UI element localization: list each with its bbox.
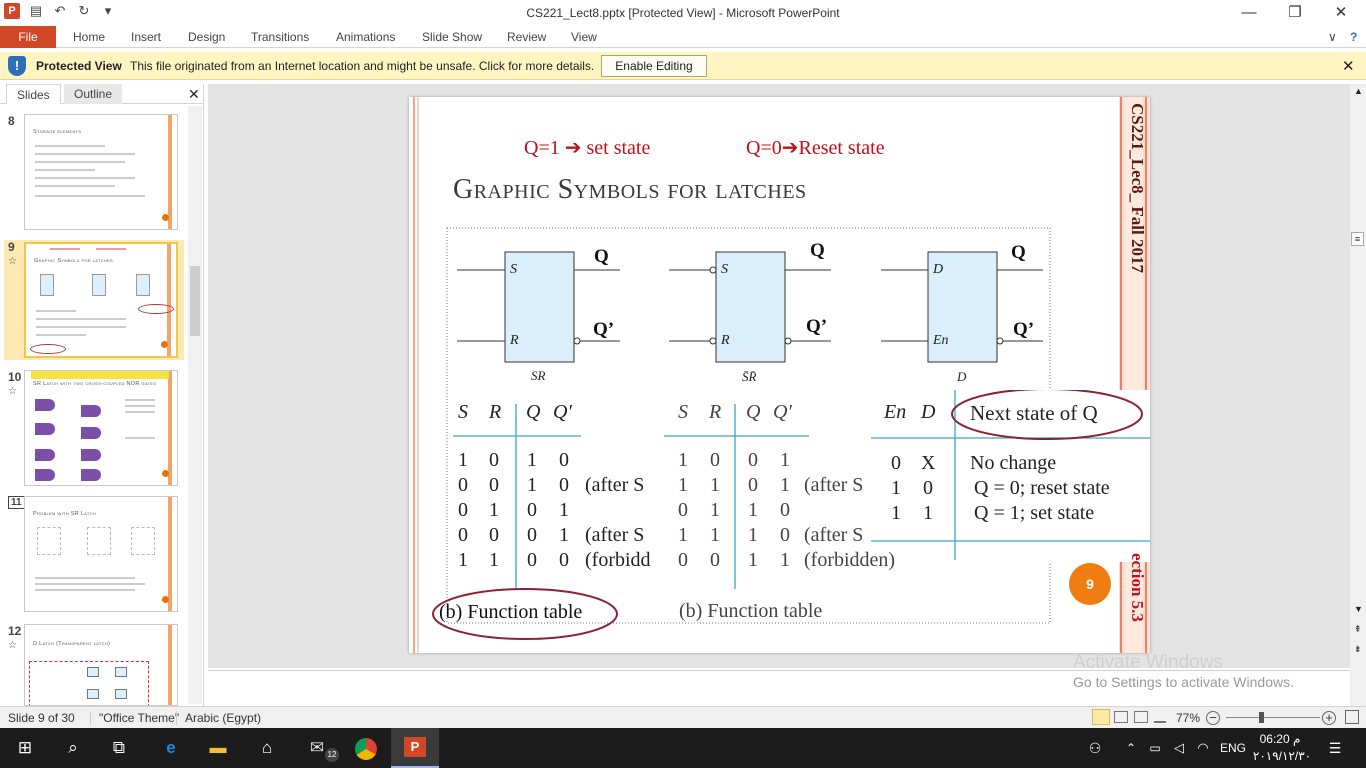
thumbnail-title: Problem with SR Latch (33, 511, 96, 517)
zoom-level[interactable]: 77% (1176, 711, 1201, 725)
latch2-qn-output: Q’ (806, 316, 828, 337)
tab-insert[interactable]: Insert (131, 30, 162, 44)
slide-number: 8 (8, 114, 15, 128)
hidden-slide-number: 11 (8, 496, 25, 509)
latch3-label: D (957, 369, 967, 384)
q1-label: Q=1 (524, 137, 560, 159)
slide-thumbnail-12[interactable] (24, 624, 178, 706)
slide-thumbnail-8[interactable] (24, 114, 178, 230)
powerpoint-taskbar-button[interactable] (391, 728, 439, 768)
activate-windows-watermark (1073, 652, 1294, 690)
slide-thumbnail-11[interactable] (24, 496, 178, 612)
file-explorer-icon[interactable]: ▬ (209, 738, 227, 757)
help-icon[interactable]: ? (1350, 30, 1358, 44)
sr-bar-latch-symbol (669, 252, 831, 362)
mail-badge: 12 (325, 748, 339, 762)
slides-pane (0, 84, 204, 706)
window-title: CS221_Lect8.pptx [Protected View] - Microsoft PowerPoint (526, 6, 840, 20)
animation-star-icon: ☆ (8, 640, 17, 651)
clock-time[interactable]: 06:20 م (1259, 732, 1301, 746)
wifi-icon[interactable]: ◠ (1197, 740, 1209, 755)
tab-slides[interactable]: Slides (6, 84, 61, 104)
slide-number: 10 (8, 370, 22, 384)
thumbnail-title: Storage elements (33, 129, 82, 135)
latch2-label: S̄R̄ (742, 369, 757, 384)
latch1-qn-output: Q’ (593, 319, 615, 340)
reset-state-note (746, 135, 885, 160)
thumbnail-title: SR Latch with two cross-coupled NOR gates (33, 381, 157, 387)
theme-name: "Office Theme" (90, 711, 179, 725)
shield-icon: ! (8, 56, 26, 76)
volume-icon[interactable]: ◁ (1174, 740, 1184, 755)
latch3-q-output: Q (1011, 242, 1026, 263)
zoom-in-icon[interactable]: + (1322, 711, 1336, 725)
q0-label: Q=0 (746, 137, 782, 159)
latch2-r-input: R (721, 333, 730, 348)
tab-transitions[interactable]: Transitions (251, 30, 310, 44)
protected-view-title: Protected View (36, 59, 122, 73)
undo-icon[interactable]: ↶ (54, 3, 66, 18)
activate-windows-message: Go to Settings to activate Windows. (1073, 674, 1294, 690)
latch3-en-input: En (933, 333, 949, 348)
slide-thumbnail-10[interactable] (24, 370, 178, 486)
restore-button[interactable]: ❐ (1288, 4, 1302, 21)
tab-outline[interactable]: Outline (64, 84, 122, 104)
reset-state-label: Reset state (798, 137, 885, 159)
slide-sorter-icon[interactable] (1114, 711, 1128, 723)
edge-icon[interactable]: e (166, 738, 176, 757)
battery-icon[interactable]: ▭ (1149, 741, 1161, 755)
caption-ellipse (427, 585, 627, 645)
arrow-icon: ➔ (564, 137, 582, 159)
save-icon[interactable]: ▤ (29, 3, 43, 18)
previous-slide-icon[interactable]: ⇞ (1354, 624, 1362, 634)
latch3-d-input: D (933, 262, 944, 277)
thumbnail-title: Graphic Symbols for latches (34, 258, 114, 264)
tab-design[interactable]: Design (188, 30, 226, 44)
section-side-label: ection 5.3 (1128, 553, 1147, 622)
activate-windows-title: Activate Windows (1073, 652, 1223, 673)
scroll-thumb[interactable]: ≡ (1351, 232, 1364, 246)
tab-slide-show[interactable]: Slide Show (422, 30, 483, 44)
language-indicator[interactable]: Arabic (Egypt) (176, 711, 261, 725)
powerpoint-icon: P (404, 737, 426, 757)
status-bar (0, 706, 1366, 728)
latch1-q-output: Q (594, 246, 609, 267)
tab-home[interactable]: Home (73, 30, 106, 44)
tab-file[interactable]: File (0, 26, 56, 48)
editor-scrollbar[interactable] (1350, 84, 1366, 706)
zoom-slider-thumb[interactable] (1259, 712, 1264, 723)
latch2-q-output: Q (810, 240, 825, 261)
mail-icon[interactable]: ✉ (309, 738, 325, 757)
input-language[interactable]: ENG (1220, 741, 1247, 755)
table2-caption: (b) Function table (679, 600, 823, 622)
reading-view-icon[interactable] (1134, 711, 1148, 723)
fit-to-window-icon[interactable] (1345, 710, 1359, 724)
ribbon-tabs (0, 26, 1366, 48)
next-slide-icon[interactable]: ⇟ (1354, 644, 1362, 654)
show-hidden-icons[interactable]: ⌃ (1125, 741, 1137, 755)
slide-number: 9 (8, 240, 15, 254)
search-icon[interactable]: ⌕ (68, 738, 78, 757)
tab-review[interactable]: Review (507, 30, 547, 44)
powerpoint-logo-icon[interactable]: P (4, 3, 20, 19)
close-pane-icon[interactable]: ✕ (188, 86, 200, 102)
set-state-note (524, 135, 650, 160)
minimize-button[interactable]: — (1241, 4, 1257, 21)
clock-date[interactable]: ٢٠١٩/١٢/٣٠ (1252, 749, 1312, 763)
animation-star-icon: ☆ (8, 386, 17, 397)
slide-show-icon[interactable] (1154, 711, 1166, 723)
latch3-qn-output: Q’ (1013, 319, 1035, 340)
enable-editing-button[interactable]: Enable Editing (601, 55, 707, 77)
windows-taskbar (0, 728, 1366, 768)
animation-star-icon: ☆ (8, 256, 17, 267)
windows-start-icon[interactable]: ⊞ (17, 738, 33, 757)
sr-latch-symbol (457, 252, 620, 362)
course-side-label: CS221_Lec8_ Fall 2017 (1128, 103, 1147, 273)
redo-icon[interactable]: ↻ (78, 3, 90, 18)
pane-scrollbar[interactable] (188, 106, 202, 704)
zoom-out-icon[interactable]: − (1206, 711, 1220, 725)
pane-scroll-thumb[interactable] (190, 266, 200, 336)
latch1-label: SR (531, 368, 546, 383)
slide-title: Graphic Symbols for latches (453, 174, 807, 205)
normal-view-icon[interactable] (1092, 709, 1110, 725)
collapse-ribbon-icon[interactable]: ∨ (1328, 30, 1337, 44)
zoom-slider[interactable] (1226, 717, 1320, 718)
title-bar (0, 0, 1366, 26)
slide-counter: Slide 9 of 30 (8, 711, 75, 725)
store-icon[interactable]: ⌂ (261, 738, 273, 757)
slide-thumbnail-9[interactable] (24, 242, 178, 358)
scroll-up-icon[interactable]: ▲ (1354, 86, 1363, 96)
task-view-icon[interactable]: ⧉ (112, 738, 126, 757)
protected-view-message[interactable]: This file originated from an Internet location and might be unsafe. Click for more details. (130, 59, 595, 73)
thumbnail-title: D Latch (Transparent latch) (33, 641, 111, 647)
notifications-icon[interactable]: ☰ (1328, 740, 1342, 756)
d-latch-symbol (881, 252, 1043, 362)
arrow-icon: ➔ (781, 137, 799, 159)
close-button[interactable]: ✕ (1334, 4, 1348, 21)
close-icon[interactable]: ✕ (1342, 58, 1355, 75)
protected-view-bar (0, 52, 1366, 80)
tab-view[interactable]: View (571, 30, 597, 44)
table1-caption: (b) Function table (439, 601, 583, 623)
slide-page-number: 9 (1069, 563, 1111, 605)
latch2-s-input: S (721, 262, 728, 277)
latch1-s-input: S (510, 262, 517, 277)
slide-number: 12 (8, 624, 22, 638)
set-state-label: set state (586, 137, 651, 159)
current-slide[interactable]: Q=1 ➔ set state Q=0➔Reset state Graphic Symbols for latches CS221_Lec8_ Fall 2017 ection 5.3 S R SR S R S̄R̄ D En D Q Q’ Q Q’ Q Q’ S R Q Q′ 1 0 1 0 0 0 1 0 (after S 0 1 0 1 0 0 0 1 (after S 1 1 0 0 (forbidd S R Q Q′ 1 0 0 1 1 1 0 1 (after S 0 1 1 0 1 1 1 0 (after S 0 0 1 1 (forbidden) En D Next state of Q 0 X No change 1 0 Q = 0; reset state 1 1 Q = 1; set state (b) Function table (b) Function table 9 (409, 97, 1150, 653)
latch1-r-input: R (510, 333, 519, 348)
tab-animations[interactable]: Animations (336, 30, 396, 44)
people-icon[interactable]: ⚇ (1088, 740, 1102, 756)
chrome-icon[interactable] (355, 738, 377, 760)
scroll-down-icon[interactable]: ▼ (1354, 604, 1363, 614)
customize-qat-icon[interactable]: ▾ (104, 3, 112, 18)
